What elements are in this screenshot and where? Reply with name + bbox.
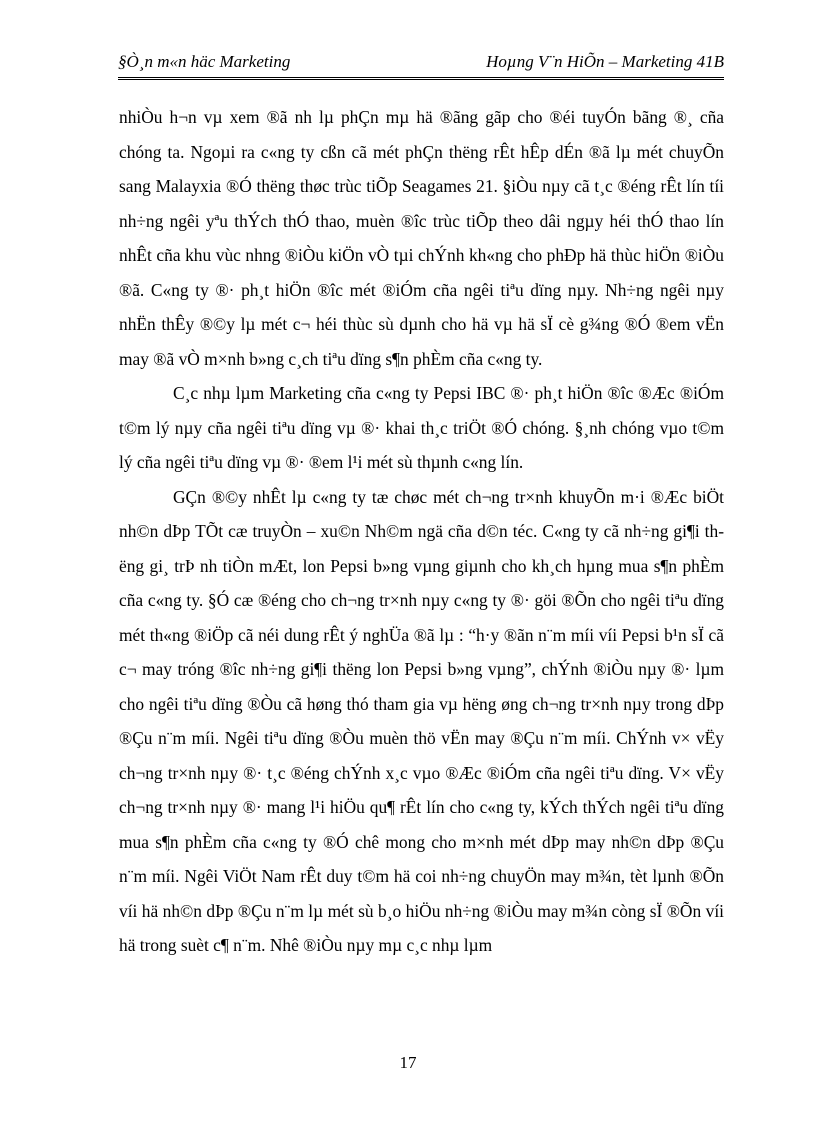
header-course-title: §Ò¸n m«n häc Marketing [118, 52, 291, 71]
paragraph-2: C¸c nhµ lµm Marketing cña c«ng ty Pepsi IBC ®· ph¸t hiÖn ®îc ®Æc ®iÓm t©m lý nµy cña ngêi tiªu dïng vµ ®· khai th¸c triÖt ®Ó chóng. §¸nh chóng vµo t©m lý cña ngêi tiªu dïng vµ ®· ®em l¹i mét sù thµnh c«ng lín. [119, 383, 724, 472]
page-number: 17 [399, 1053, 417, 1072]
paragraph-3: GÇn ®©y nhÊt lµ c«ng ty tæ chøc mét ch¬ng tr×nh khuyÕn m·i ®Æc biÖt nh©n dÞp TÕt cæ truyÒn – xu©n Nh©m ngä cña d©n téc. C«ng ty cã nh÷ng gi¶i thëng gi¸ trÞ nh tiÒn mÆt, lon Pepsi b»ng vµng giµnh cho kh¸ch hµng mua s¶n phÈm cña c«ng ty. §Ó cæ ®éng cho ch¬ng tr×nh nµy c«ng ty ®· göi ®Õn cho ngêi tiªu dïng mét th«ng ®iÖp cã néi dung rÊt ý nghÜa ®ã lµ : “h·y ®ãn n¨m míi víi Pepsi b¹n sÏ cã c¬ may tróng ®îc nh÷ng gi¶i thëng lon Pepsi b»ng vµng”, chÝnh ®iÒu nµy ®· lµm cho ngêi tiªu dïng ®Òu cã høng thó tham gia vµ hëng øng ch¬ng tr×nh nµy trong dÞp ®Çu n¨m míi. Ngêi tiªu dïng ®Òu muèn thö vËn may ®Çu n¨m míi. ChÝnh v× vËy ch¬ng tr×nh nµy ®· t¸c ®éng chÝnh x¸c vµo ®Æc ®iÓm cña ngêi tiªu dïng. V× vËy ch¬ng tr×nh nµy ®· mang l¹i hiÖu qu¶ rÊt lín cho c«ng ty, kÝch thÝch ngêi tiªu dïng mua s¶n phÈm cña c«ng ty ®Ó chê mong cho m×nh mét dÞp may nh©n dÞp ®Çu n¨m míi. Ngêi ViÖt Nam rÊt duy t©m hä coi nh÷ng chuyÖn may m¾n, tèt lµnh ®Õn víi hä nh©n dÞp ®Çu n¨m lµ mét sù b¸o hiÖu nh÷ng ®iÒu may m¾n còng sÏ ®Õn víi hä trong suèt c¶ n¨m. Nhê ®iÒu nµy mµ c¸c nhµ lµm [119, 486, 724, 955]
paragraph-1: nhiÒu h¬n vµ xem ®ã nh lµ phÇn mµ hä ®ãng gãp cho ®éi tuyÓn bãng ®¸ cña chóng ta. Ngoµi ra c«ng ty cßn cã mét phÇn thëng rÊt hÊp dÉn ®ã lµ mét chuyÕn sang Malayxia ®Ó thëng thøc trùc tiÕp Seagames 21. §iÒu nµy cã t¸c ®éng rÊt lín tíi nh÷ng ngêi yªu thÝch thÓ thao, muèn ®îc trùc tiÕp theo dâi ngµy héi thÓ thao lín nhÊt cña khu vùc nhng ®iÒu kiÖn vÒ tµi chÝnh kh«ng cho phÐp hä thùc hiÖn ®iÒu ®ã. C«ng ty ®· ph¸t hiÖn ®îc mét ®iÓm cña ngêi tiªu dïng nµy. Nh÷ng ngêi nµy nhËn thÊy ®©y lµ mét c¬ héi thùc sù dµnh cho hä vµ hä sÏ cè g¾ng ®Ó ®em vËn may ®ã vÒ m×nh b»ng c¸ch tiªu dïng s¶n phÈm cña c«ng ty. [119, 107, 724, 369]
body-text [119, 100, 724, 963]
header-divider [118, 77, 724, 80]
header-author: Hoµng V¨n HiÕn – Marketing 41B [486, 52, 724, 71]
page-header [118, 52, 724, 78]
